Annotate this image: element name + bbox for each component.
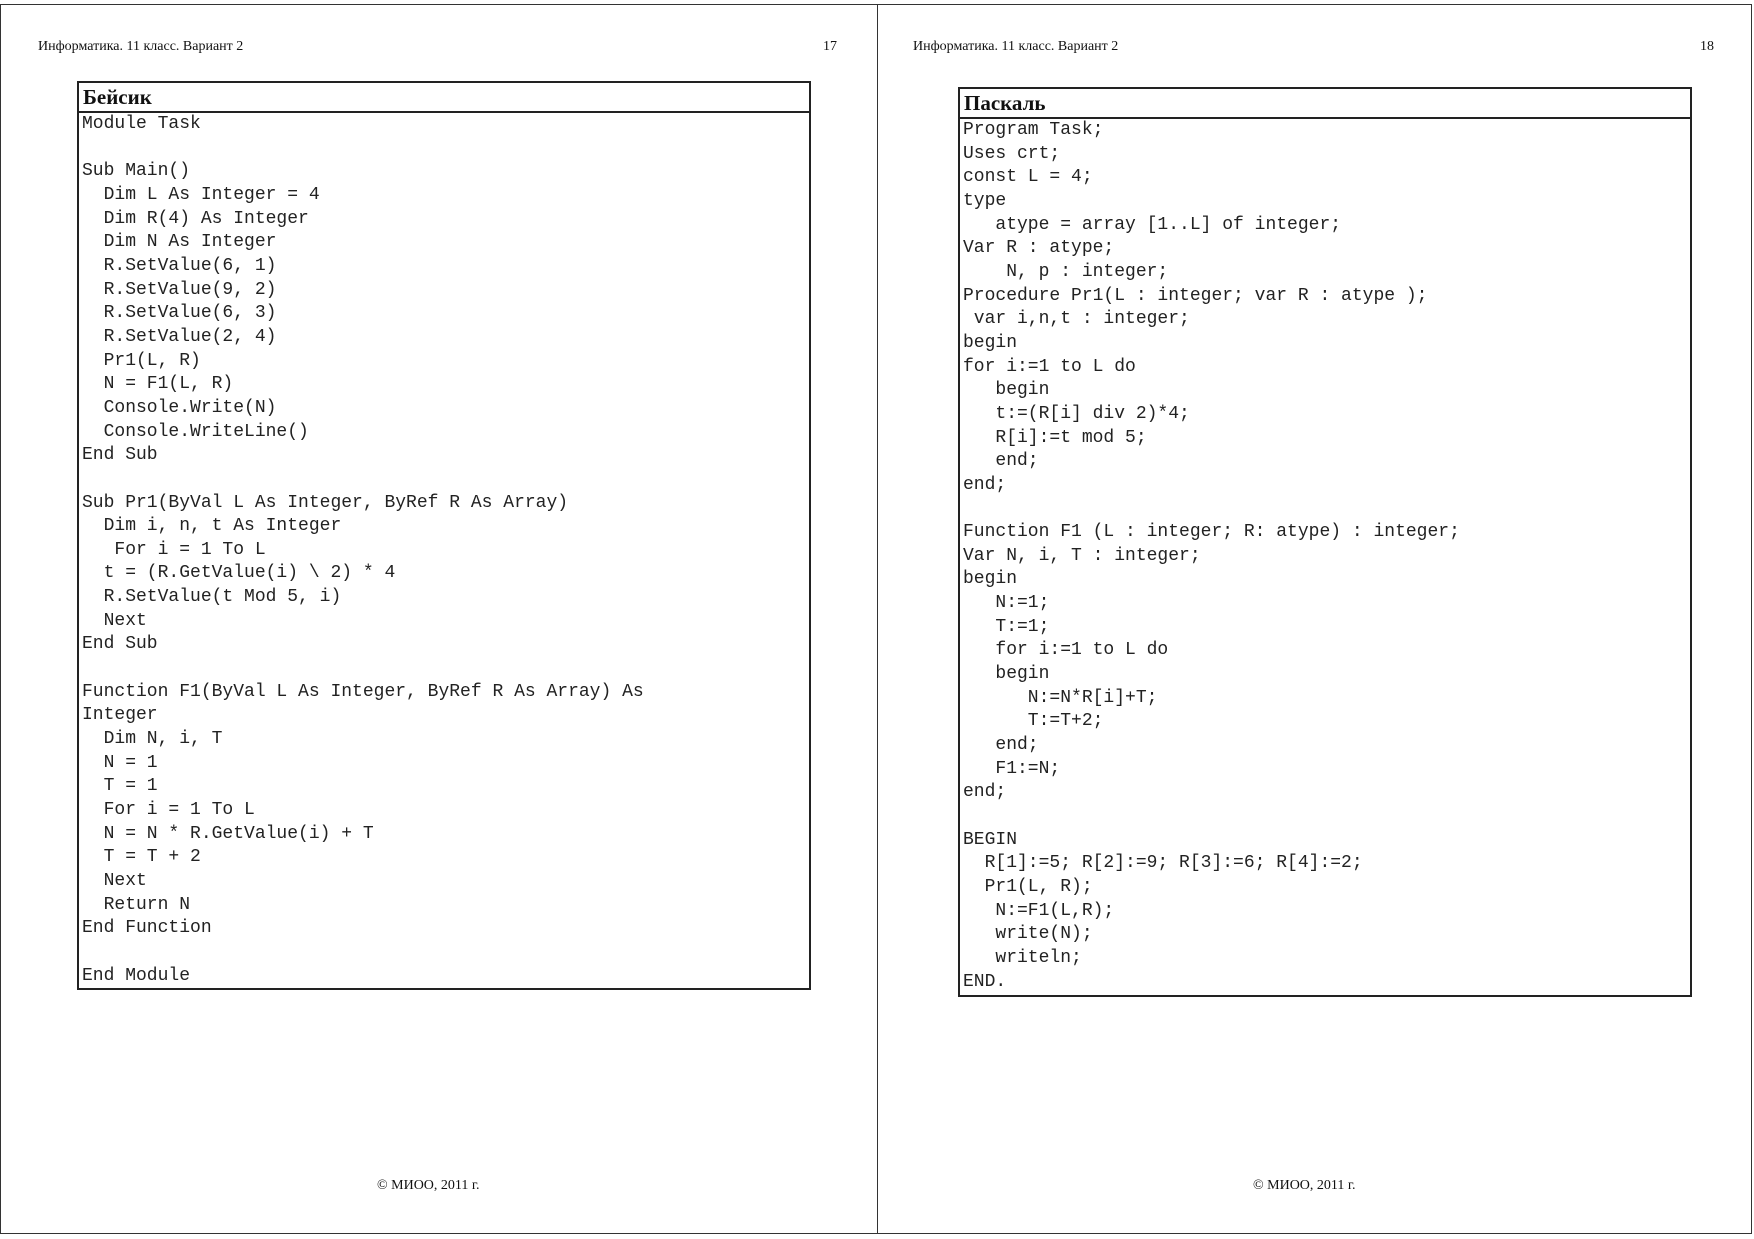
page-number: 17 — [823, 39, 837, 54]
page-header-title: Информатика. 11 класс. Вариант 2 — [38, 39, 244, 54]
pascal-block-title: Паскаль — [960, 89, 1690, 119]
basic-code-listing: Module Task Sub Main() Dim L As Integer = 4 Dim R(4) As Integer Dim N As Integer R.SetValue(6, 1) R.SetValue(9, 2) R.SetValue(6, 3) R.SetValue(2, 4) Pr1(L, R) N = F1(L, R) Console.Write(N) Console.WriteLine() End Sub Sub Pr1(ByVal L As Integer, ByRef R As Array) Dim i, n, t As Integer For i = 1 To L t = (R.GetValue(i) \ 2) * 4 R.SetValue(t Mod 5, i) Next End Sub Function F1(ByVal L As Integer, ByRef R As Array) As Integer Dim N, i, T N = 1 T = 1 For i = 1 To L N = N * R.GetValue(i) + T T = T + 2 Next Return N End Function End Module — [82, 114, 644, 986]
page-number: 18 — [1700, 39, 1714, 54]
page-left — [1, 5, 878, 1233]
page-right — [878, 5, 1753, 1233]
page-header-title: Информатика. 11 класс. Вариант 2 — [913, 39, 1119, 54]
basic-block-title: Бейсик — [79, 83, 809, 113]
book-spread — [0, 4, 1752, 1234]
pascal-code-block — [958, 87, 1692, 997]
page-footer: © МИОО, 2011 г. — [377, 1178, 480, 1193]
basic-code-block — [77, 81, 811, 990]
page-footer: © МИОО, 2011 г. — [1253, 1178, 1356, 1193]
pascal-code-listing: Program Task; Uses crt; const L = 4; type atype = array [1..L] of integer; Var R : atype; N, p : integer; Procedure Pr1(L : integer; var R : atype ); var i,n,t : integer; begin for i:=1 to L do begin t:=(R[i] div 2)*4; R[i]:=t mod 5; end; end; Function F1 (L : integer; R: atype) : integer; Var N, i, T : integer; begin N:=1; T:=1; for i:=1 to L do begin N:=N*R[i]+T; T:=T+2; end; F1:=N; end; BEGIN R[1]:=5; R[2]:=9; R[3]:=6; R[4]:=2; Pr1(L, R); N:=F1(L,R); write(N); writeln; END. — [963, 120, 1460, 992]
